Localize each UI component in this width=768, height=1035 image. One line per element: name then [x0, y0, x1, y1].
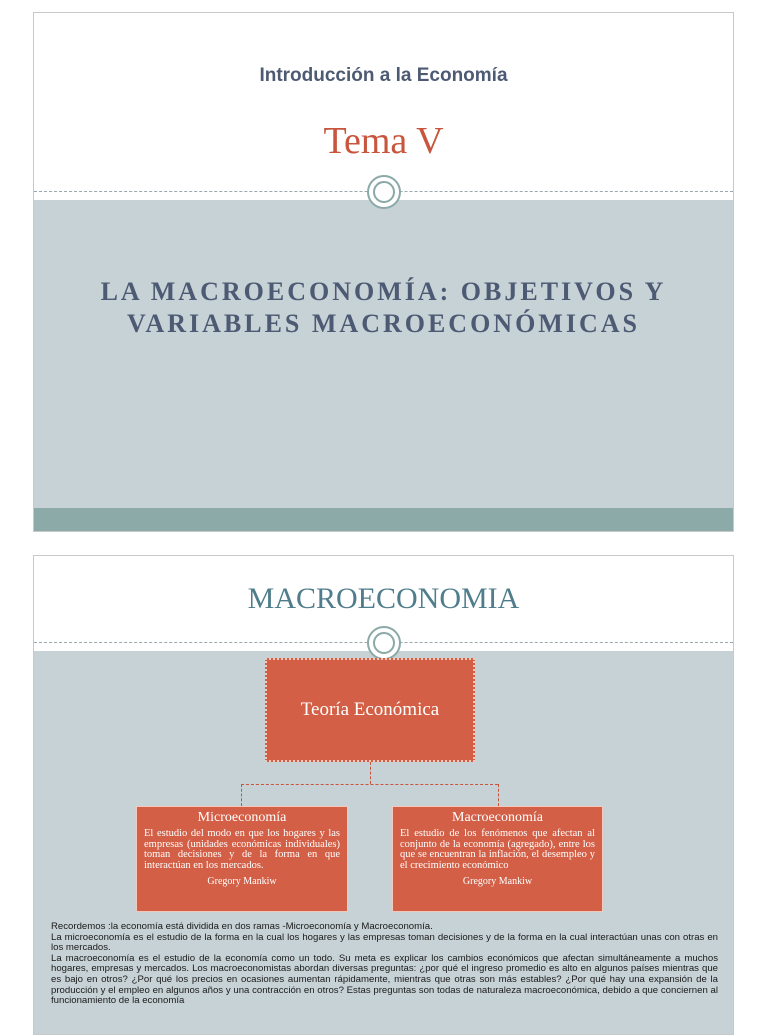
- paragraph: La microeconomía es el estudio de la forma en la cual los hogares y las empresas toman decisiones y de la forma en la cual interactúan unas con otras en los mercados.: [51, 931, 718, 954]
- circle-ornament-icon: [367, 626, 401, 660]
- course-subject: Introducción a la Economía: [259, 65, 508, 86]
- title-band: [34, 200, 733, 508]
- explanation-text: [51, 922, 718, 1007]
- slide-heading: MACROECONOMIA: [247, 582, 520, 615]
- connector-right: [498, 784, 499, 806]
- teoria-economica-box: [265, 658, 475, 762]
- connector-horizontal: [241, 784, 498, 785]
- slide-main-title: [34, 276, 733, 340]
- title-line-1: LA MACROECONOMÍA: OBJETIVOS Y: [100, 277, 667, 306]
- footer-band: [34, 508, 733, 532]
- tema-heading: Tema V: [323, 120, 444, 162]
- macroeconomia-author: Gregory Mankiw: [462, 876, 533, 887]
- circle-ornament-icon: [367, 175, 401, 209]
- connector-left: [241, 784, 242, 806]
- slide-macroeconomia: [33, 555, 734, 1035]
- macroeconomia-definition: El estudio de los fenómenos que afectan al conjunto de la economía (agregado), entre los que se encuentran la inflación, el desempleo y el crecimiento económico: [400, 828, 595, 871]
- connector-vertical: [370, 762, 371, 784]
- microeconomia-author: Gregory Mankiw: [207, 876, 277, 887]
- paragraph: Recordemos :la economía está dividida en dos ramas -Microeconomía y Macroeconomía.: [51, 921, 433, 932]
- teoria-economica-label: Teoría Económica: [300, 699, 440, 720]
- paragraph: La macroeconomía es el estudio de la economía como un todo. Su meta es explicar los cambios económicos que afectan simultáneamente a muchos hogares, empresas y mercados. Los macroeconomistas abordan diversas preguntas: ¿por qué el ingreso promedio es alto en algunos países mientras que es bajo en otros? ¿Por qué los precios en ocasiones aumentan rápidamente, mientras que otras son más estables? ¿Por qué hay una expansión de la producción y el empleo en algunos años y una contracción en otros? Estas preguntas son todas de naturaleza macroeconómica, debido a que conciernen al funcionamiento de la economía: [51, 952, 718, 1007]
- macroeconomia-title: Macroeconomía: [452, 810, 543, 825]
- slide-title: [33, 12, 734, 532]
- microeconomia-definition: El estudio del modo en que los hogares y las empresas (unidades económicas individuales) toman decisiones y de la forma en que interactúan en los mercados.: [144, 828, 340, 871]
- microeconomia-box: [136, 806, 348, 912]
- title-line-2: VARIABLES MACROECONÓMICAS: [127, 309, 640, 338]
- microeconomia-title: Microeconomía: [197, 810, 287, 825]
- macroeconomia-box: [392, 806, 603, 912]
